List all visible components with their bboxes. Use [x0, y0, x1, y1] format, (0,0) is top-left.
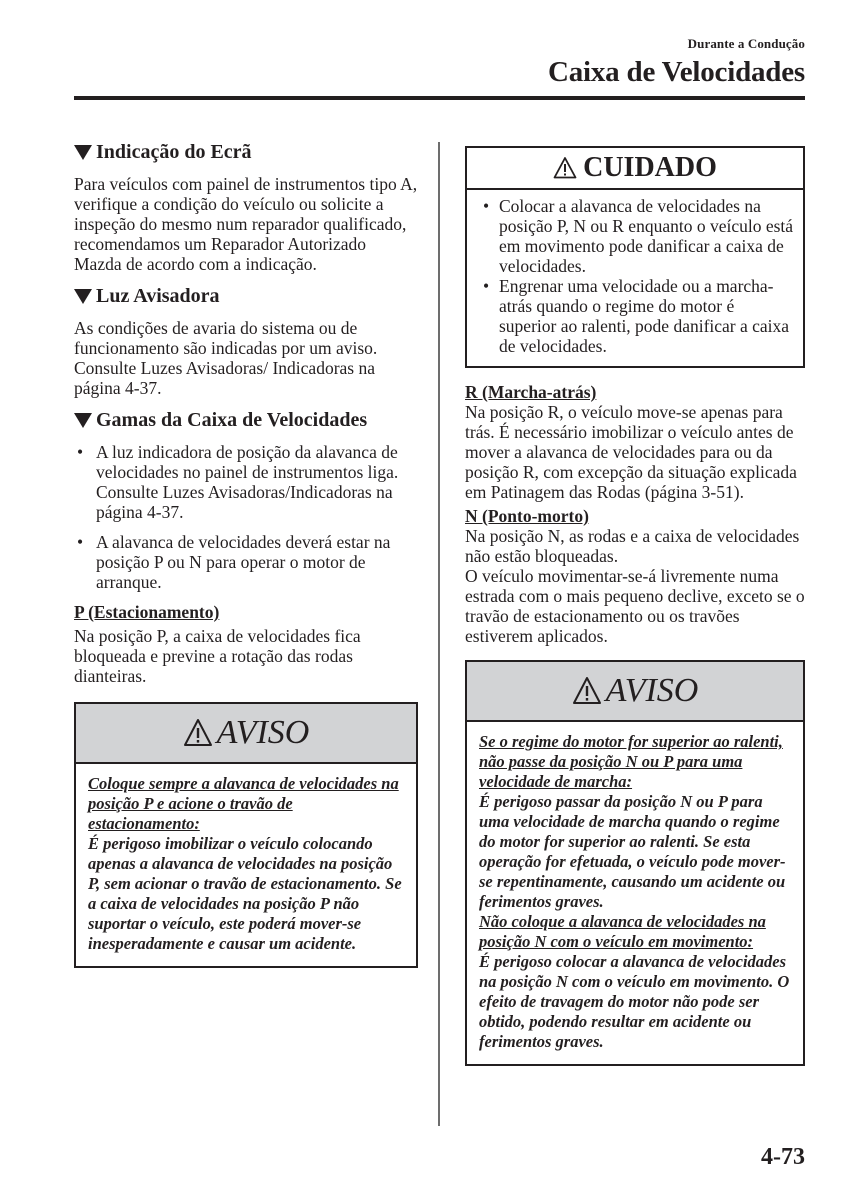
caution-box-header: [467, 148, 803, 190]
caution-box-body: [467, 190, 803, 366]
list-item: [74, 442, 418, 522]
warning-box-body: [467, 722, 803, 1064]
page-title: Caixa de Velocidades: [547, 56, 805, 88]
warning-text: É perigoso imobilizar o veículo colocando apenas a alavanca de velocidades na posição P, sem acionar o travão de estacionamento. Se a caixa de velocidades na posição P não suportar o veículo, este poderá mover-se inesperadamente e causar um acidente.: [88, 834, 402, 953]
column-divider: [438, 142, 440, 1126]
section-heading-text: Indicação do Ecrã: [96, 141, 252, 163]
warning-triangle-icon: [572, 676, 602, 706]
list-item: [74, 532, 418, 592]
header-section: Durante a Condução: [687, 36, 805, 51]
warning-heading: Coloque sempre a alavanca de velocidades na posição P e acione o travão de estacionamento:: [88, 774, 399, 833]
section-heading-gear-ranges: [74, 408, 418, 432]
warning-title: AVISO: [216, 714, 310, 751]
caution-title: CUIDADO: [583, 152, 717, 183]
bullet-icon: •: [483, 276, 490, 296]
warning-box-header: [76, 704, 416, 764]
label-park: P (Estacionamento): [74, 602, 220, 622]
section-heading-warning-light: [74, 284, 418, 308]
right-column: [465, 146, 805, 1066]
list-item-text: A alavanca de velocidades deverá estar na posição P ou N para operar o motor de arranque.: [96, 532, 391, 592]
paragraph-warning-light: As condições de avaria do sistema ou de funcionamento são indicadas por um aviso. Consulte Luzes Avisadoras/ Indicadoras na página 4-37.: [74, 318, 378, 398]
caution-box: [465, 146, 805, 368]
paragraph-display: Para veículos com painel de instrumentos tipo A, verifique a condição do veículo ou solicite a inspeção do mesmo num reparador qualificado, recomendamos um Reparador Autorizado Mazda de acordo com a indicação.: [74, 174, 418, 274]
warning-heading: Não coloque a alavanca de velocidades na posição N com o veículo em movimento:: [479, 912, 766, 951]
bullet-list: [74, 442, 418, 592]
list-item-text: Colocar a alavanca de velocidades na posição P, N ou R enquanto o veículo está em movimento pode danificar a caixa de velocidades.: [499, 196, 794, 276]
warning-title: AVISO: [605, 672, 699, 709]
list-item: [475, 196, 795, 276]
paragraph-neutral-1: Na posição N, as rodas e a caixa de velocidades não estão bloqueadas.: [465, 526, 800, 566]
warning-box-neutral: [465, 660, 805, 1066]
warning-triangle-icon: [553, 156, 577, 180]
warning-text: É perigoso colocar a alavanca de velocidades na posição N com o veículo em movimento. O efeito de travagem do motor não pode ser obtido, podendo resultar em acidente ou ferimentos graves.: [479, 952, 790, 1051]
triangle-down-icon: [74, 413, 92, 428]
warning-box-park: [74, 702, 418, 968]
paragraph-park: Na posição P, a caixa de velocidades fica bloqueada e previne a rotação das rodas dianteiras.: [74, 626, 361, 686]
section-heading-text: Gamas da Caixa de Velocidades: [96, 409, 368, 431]
list-item-text: Consulte Luzes Avisadoras/Indicadoras na página 4-37.: [96, 482, 393, 522]
section-heading-display: [74, 140, 418, 164]
bullet-icon: •: [483, 196, 490, 216]
paragraph-reverse: Na posição R, o veículo move-se apenas para trás. É necessário imobilizar o veículo antes de mover a alavanca de velocidades para ou da posição R, com excepção da situação explicada em Patinagem das Rodas (página 3-51).: [465, 402, 797, 502]
list-item-text: A luz indicadora de posição da alavanca de velocidades no painel de instrumentos liga.: [96, 442, 399, 482]
warning-text: É perigoso passar da posição N ou P para uma velocidade de marcha quando o regime do motor for superior ao ralenti. Se esta operação for efetuada, o veículo pode mover-se repentinamente, causando um acidente ou ferimentos graves.: [479, 792, 786, 911]
triangle-down-icon: [74, 289, 92, 304]
list-item: [475, 276, 795, 356]
caution-list: [475, 196, 795, 356]
label-reverse: R (Marcha-atrás): [465, 382, 597, 402]
left-column: [74, 140, 418, 968]
warning-triangle-icon: [183, 718, 213, 748]
warning-box-header: [467, 662, 803, 722]
header-rule: [74, 96, 805, 100]
warning-box-body: [76, 764, 416, 966]
paragraph-neutral-2: O veículo movimentar-se-á livremente numa estrada com o mais pequeno declive, exceto se o travão de estacionamento ou os travões estiverem aplicados.: [465, 566, 805, 646]
list-item-text: Engrenar uma velocidade ou a marcha-atrás quando o regime do motor é superior ao ralenti, pode danificar a caixa de velocidades.: [499, 276, 790, 356]
page-number: 4-73: [761, 1144, 805, 1170]
triangle-down-icon: [74, 145, 92, 160]
bullet-icon: •: [77, 532, 84, 552]
section-heading-text: Luz Avisadora: [96, 285, 220, 307]
warning-heading: Se o regime do motor for superior ao ralenti, não passe da posição N ou P para uma velocidade de marcha:: [479, 732, 783, 791]
label-neutral: N (Ponto-morto): [465, 506, 589, 526]
bullet-icon: •: [77, 442, 84, 462]
